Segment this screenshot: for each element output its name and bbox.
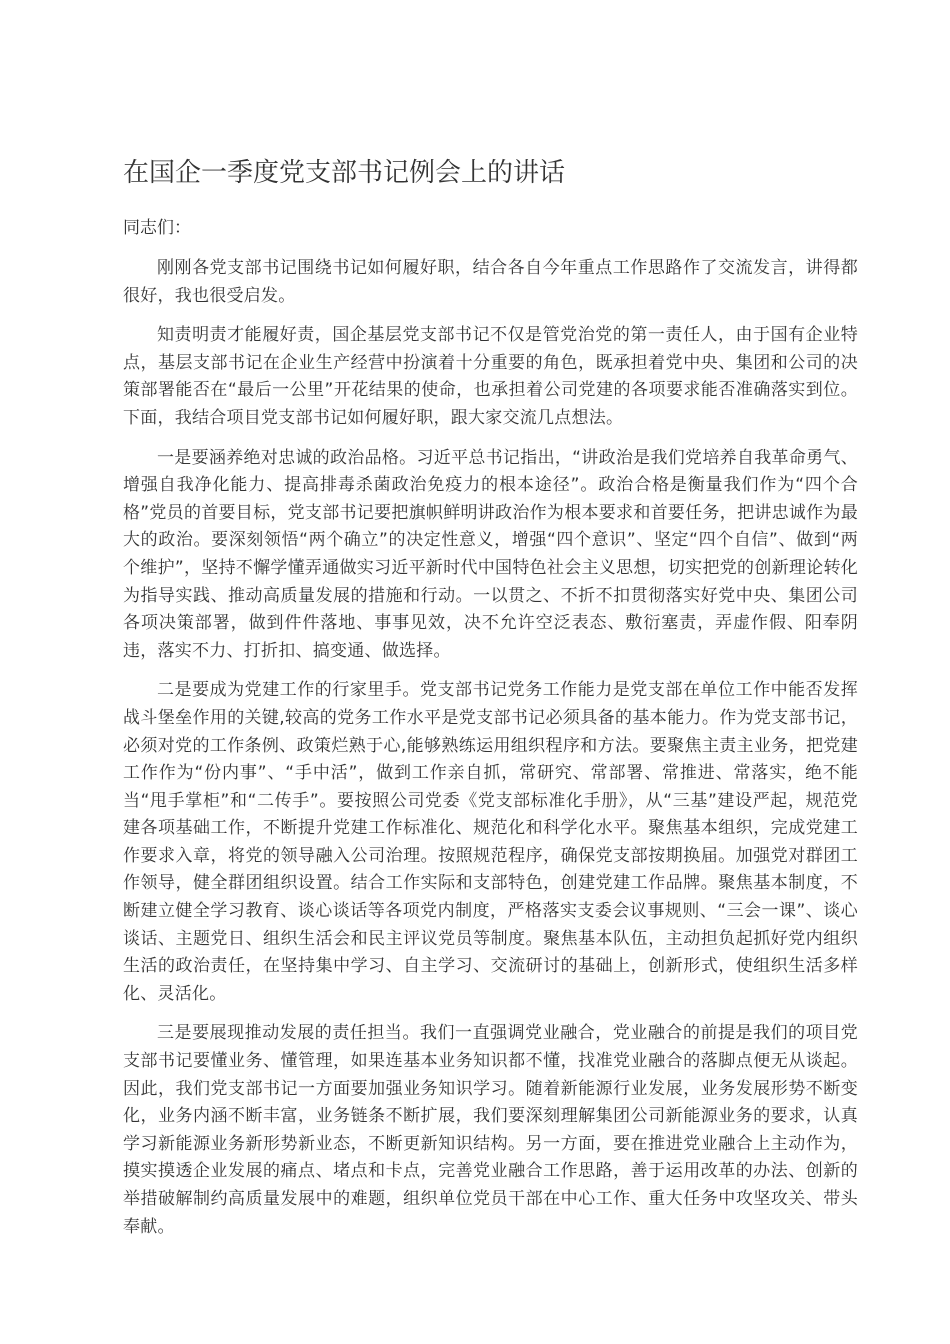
paragraph-intro: 知责明责才能履好责，国企基层党支部书记不仅是管党治党的第一责任人，由于国有企业特点，基层支部书记在企业生产经营中扮演着十分重要的角色，既承担着党中央、集团和公司的决策部署能否在“最后一公里”开花结果的使命，也承担着公司党建的各项要求能否准确落实到位。下面，我结合项目党支部书记如何履好职，跟大家交流几点想法。	[123, 325, 858, 428]
paragraph-opening: 刚刚各党支部书记围绕书记如何履好职，结合各自今年重点工作思路作了交流发言，讲得都很好，我也很受启发。	[123, 258, 858, 306]
salutation: 同志们：	[123, 218, 191, 238]
paragraph-point-one: 一是要涵养绝对忠诚的政治品格。习近平总书记指出，“讲政治是我们党培养自我革命勇气、增强自我净化能力、提高排毒杀菌政治免疫力的根本途径”。政治合格是衡量我们作为“四个合格”党员的首要目标，党支部书记要把旗帜鲜明讲政治作为根本要求和首要任务，把讲忠诚作为最大的政治。要深刻领悟“两个确立”的决定性意义，增强“四个意识”、坚定“四个自信”、做到“两个维护”，坚持不懈学懂弄通做实习近平新时代中国特色社会主义思想，切实把党的创新理论转化为指导实践、推动高质量发展的措施和行动。一以贯之、不折不扣贯彻落实好党中央、集团公司各项决策部署，做到件件落地、事事见效，决不允许空泛表态、敷衍塞责，弄虚作假、阳奉阴违，落实不力、打折扣、搞变通、做选择。	[123, 447, 858, 661]
document-title: 在国企一季度党支部书记例会上的讲话	[123, 158, 566, 188]
paragraph-point-two: 二是要成为党建工作的行家里手。党支部书记党务工作能力是党支部在单位工作中能否发挥战斗堡垒作用的关键,较高的党务工作水平是党支部书记必须具备的基本能力。作为党支部书记，必须对党的工作条例、政策烂熟于心,能够熟练运用组织程序和方法。要聚焦主责主业务，把党建工作作为“份内事”、“手中活”，做到工作亲自抓，常研究、常部署、常推进、常落实，绝不能当“甩手掌柜”和“二传手”。要按照公司党委《党支部标准化手册》，从“三基”建设严起，规范党建各项基础工作，不断提升党建工作标准化、规范化和科学化水平。聚焦基本组织，完成党建工作要求入章，将党的领导融入公司治理。按照规范程序，确保党支部按期换届。加强党对群团工作领导，健全群团组织设置。结合工作实际和支部特色，创建党建工作品牌。聚焦基本制度，不断建立健全学习教育、谈心谈话等各项党内制度，严格落实支委会议事规则、“三会一课”、谈心谈话、主题党日、组织生活会和民主评议党员等制度。聚焦基本队伍，主动担负起抓好党内组织生活的政治责任，在坚持集中学习、自主学习、交流研讨的基础上，创新形式，使组织生活多样化、灵活化。	[123, 680, 858, 1004]
document-page	[123, 150, 858, 1253]
paragraph-point-three: 三是要展现推动发展的责任担当。我们一直强调党业融合，党业融合的前提是我们的项目党支部书记要懂业务、懂管理，如果连基本业务知识都不懂，找准党业融合的落脚点便无从谈起。因此，我们党支部书记一方面要加强业务知识学习。随着新能源行业发展，业务发展形势不断变化，业务内涵不断丰富，业务链条不断扩展，我们要深刻理解集团公司新能源业务的要求，认真学习新能源业务新形势新业态，不断更新知识结构。另一方面，要在推进党业融合上主动作为，摸实摸透企业发展的痛点、堵点和卡点，完善党业融合工作思路，善于运用改革的办法、创新的举措破解制约高质量发展中的难题，组织单位党员干部在中心工作、重大任务中攻坚攻关、带头奉献。	[123, 1023, 858, 1237]
